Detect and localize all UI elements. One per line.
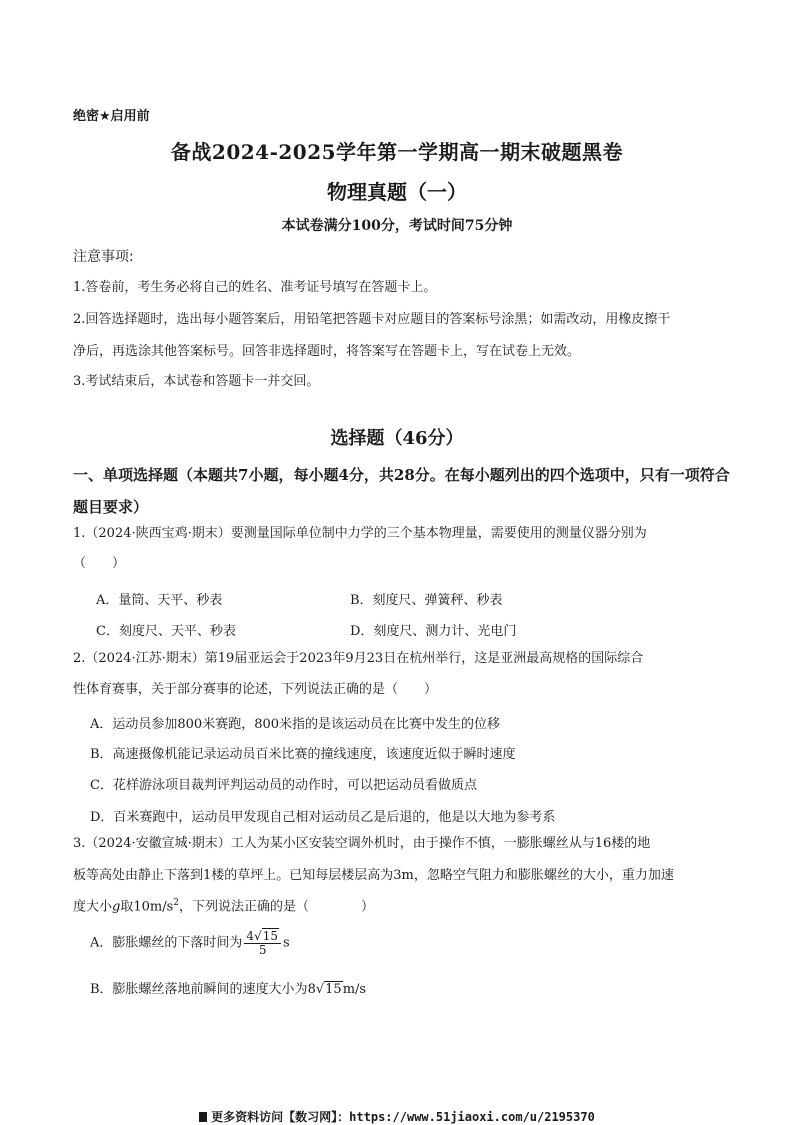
q3-line3-pre: 度大小 [73,899,113,915]
notice-item-2-line-2: 净后，再选涂其他答案标号。回答非选择题时，将答案写在答题卡上，写在试卷上无效。 [73,344,581,359]
q3-b-coef: 8 [307,982,316,997]
q3-line3-post: ，下列说法正确的是（ ） [179,899,375,915]
section-title: 选择题（46分） [330,428,464,449]
secret-label: 绝密★启用前 [73,109,150,124]
notice-item-2-line-1: 2.回答选择题时，选出每小题答案后，用铅笔把答题卡对应题目的答案标号涂黑；如需改动，用橡皮擦干 [73,312,671,327]
q3-stem-line-3 [73,899,374,913]
q3-a-radicand: 15 [262,929,278,943]
q3-option-a [90,930,290,957]
q3-stem-line-1: 3.（2024·安徽宣城·期末）工人为某小区安装空调外机时，由于操作不慎，一膨胀螺丝从与16楼的地 [73,836,651,851]
notice-item-3: 3.考试结束后，本试卷和答题卡一并交回。 [73,374,320,389]
q2-stem-line-1: 2.（2024·江苏·期末）第19届亚运会于2023年9月23日在杭州举行，这是亚洲最高规格的国际综合 [73,651,644,666]
notice-heading: 注意事项: [73,249,134,265]
q3-option-b-text: B．膨胀螺丝落地前瞬间的速度大小为 [90,982,308,997]
q1-option-a: A．量筒、天平、秒表 [96,593,223,608]
q2-stem-line-2: 性体育赛事，关于部分赛事的论述，下列说法正确的是（ ） [73,682,438,697]
q1-stem-line-2: （ ） [73,556,126,571]
q3-option-a-text: A．膨胀螺丝的下落时间为 [90,935,243,951]
exam-subtitle: 物理真题（一） [327,180,467,204]
exam-info: 本试卷满分100分，考试时间75分钟 [281,218,513,234]
q3-symbol-g: g [112,899,121,915]
q3-a-denominator: 5 [258,943,267,958]
q1-option-d: D．刻度尺、测力计、光电门 [350,624,517,639]
q3-option-a-fraction [244,930,281,957]
footer-text[interactable]: 更多资料访问【数习网】：https://www.51jiaoxi.com/u/2195370 [211,1110,595,1124]
q3-option-a-unit: s [282,935,290,951]
q2-option-c: C．花样游泳项目裁判评判运动员的动作时，可以把运动员看做质点 [90,778,477,793]
flag-icon [199,1112,207,1122]
q3-option-b [90,978,366,997]
q1-option-b: B．刻度尺、弹簧秤、秒表 [350,593,503,608]
footer-link[interactable] [0,1108,794,1125]
q3-stem-line-2: 板等高处由静止下落到1楼的草坪上。已知每层楼层高为3m，忽略空气阻力和膨胀螺丝的大小，重力加速 [73,868,674,883]
q1-option-c: C．刻度尺、天平、秒表 [96,624,236,639]
q3-line3-mid: 取10m/s [120,899,174,915]
q3-b-unit: m/s [342,982,367,997]
q2-option-a: A．运动员参加800米赛跑，800米指的是该运动员在比赛中发生的位移 [90,717,501,732]
q2-option-d: D．百米赛跑中，运动员甲发现自己相对运动员乙是后退的，他是以大地为参考系 [90,810,556,825]
q3-a-sqrt: √15 [254,929,278,943]
part-heading: 一、单项选择题（本题共7小题，每小题4分，共28分。在每小题列出的四个选项中，只有一项符合题目要求） [73,466,730,516]
q1-stem-line-1: 1.（2024·陕西宝鸡·期末）要测量国际单位制中力学的三个基本物理量，需要使用的测量仪器分别为 [73,526,647,541]
q2-option-b: B．高速摄像机能记录运动员百米比赛的撞线速度，该速度近似于瞬时速度 [90,747,516,762]
exam-title: 备战2024-2025学年第一学期高一期末破题黑卷 [170,140,624,164]
notice-item-1: 1.答卷前，考生务必将自己的姓名、准考证号填写在答题卡上。 [73,280,437,295]
q3-b-radicand: 15 [325,982,342,997]
q3-b-sqrt: √15 [315,982,342,997]
q3-exponent: 2 [173,898,179,908]
q3-a-coef: 4 [246,929,255,943]
